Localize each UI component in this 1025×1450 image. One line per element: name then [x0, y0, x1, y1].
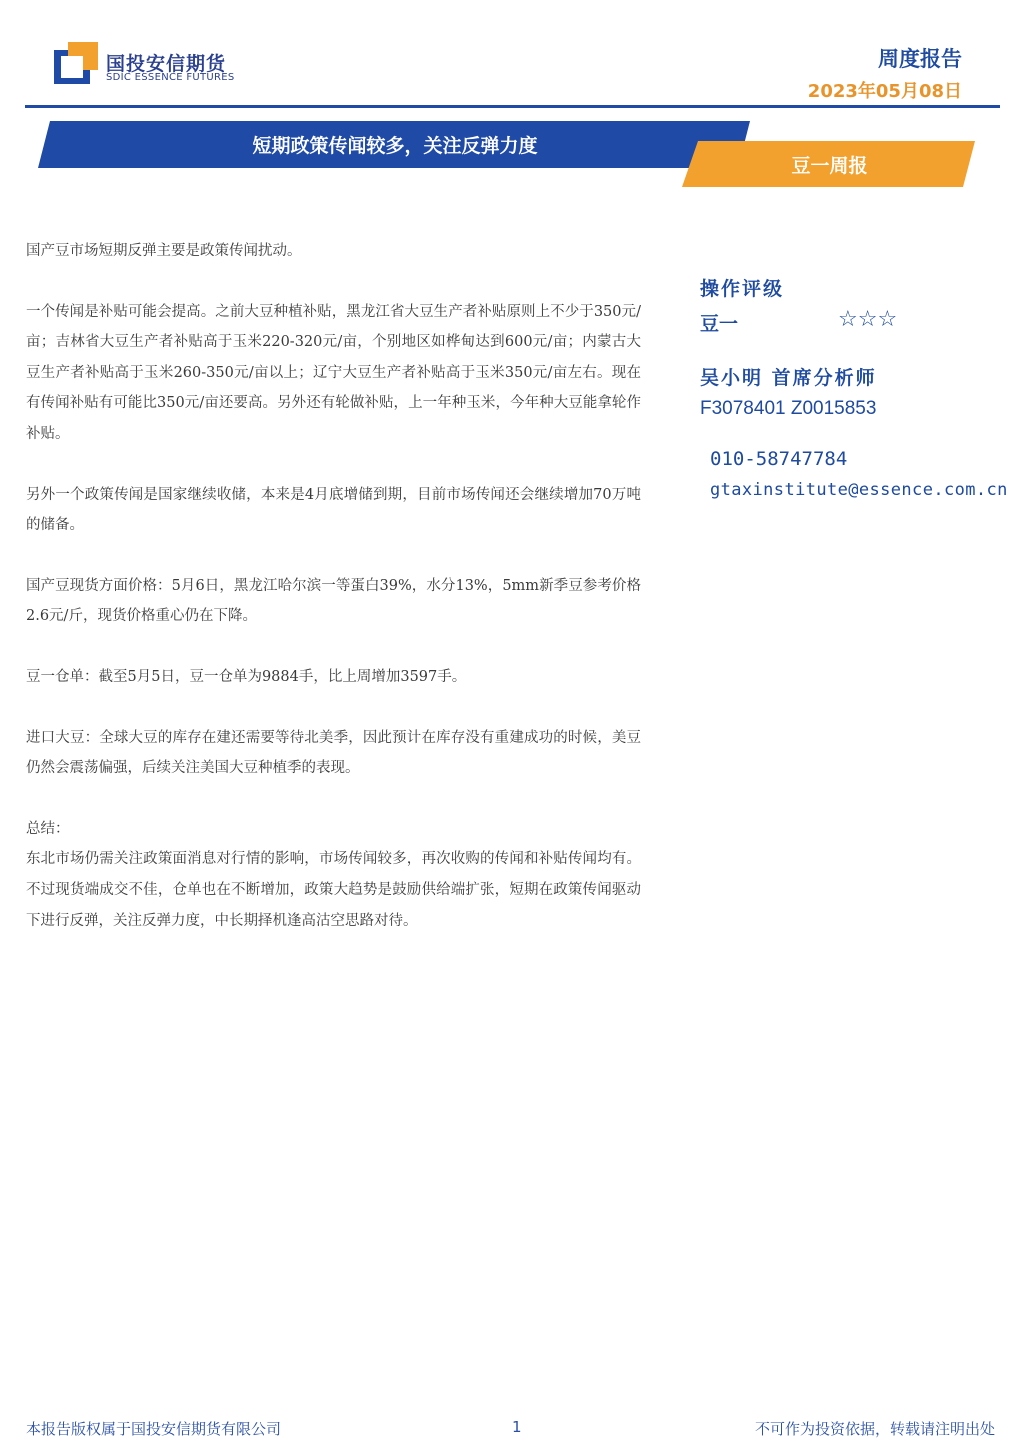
rating-heading: 操作评级 — [700, 278, 785, 300]
report-tag: 豆一周报 — [791, 155, 868, 177]
report-type: 周度报告 — [878, 47, 962, 71]
sidebar — [700, 274, 1020, 500]
report-title: 短期政策传闻较多，关注反弹力度 — [252, 135, 538, 157]
page-number: 1 — [512, 1418, 522, 1436]
summary-label: 总结： — [26, 820, 70, 837]
paragraph-warehouse-receipts: 豆一仓单：截至5月5日，豆一仓单为9884手，比上周增加3597手。 — [26, 668, 467, 685]
contact-phone: 010-58747784 — [710, 448, 848, 470]
rating-product: 豆一 — [700, 313, 739, 335]
paragraph-spot-price: 国产豆现货方面价格：5月6日，黑龙江哈尔滨一等蛋白39%，水分13%，5mm新季豆参考价格2.6元/斤，现货价格重心仍在下降。 — [26, 577, 641, 625]
header-divider — [25, 105, 1000, 108]
company-name-en: SDIC ESSENCE FUTURES — [106, 72, 235, 83]
footer-copyright: 本报告版权属于国投安信期货有限公司 — [26, 1420, 282, 1438]
analyst-name: 吴小明 首席分析师 — [700, 367, 877, 389]
paragraph-intro: 国产豆市场短期反弹主要是政策传闻扰动。 — [26, 243, 302, 259]
analyst-license-ids: F3078401 Z0015853 — [700, 398, 877, 419]
report-date: 2023年05月08日 — [807, 81, 962, 102]
company-name-cn: 国投安信期货 — [106, 53, 227, 75]
rating-stars-icon: ☆☆☆ — [838, 307, 898, 332]
rating-row — [700, 309, 1020, 343]
contact-email: gtaxinstitute@essence.com.cn — [710, 480, 1008, 500]
footer-disclaimer: 不可作为投资依据，转载请注明出处 — [754, 1420, 995, 1438]
paragraph-reserve: 另外一个政策传闻是国家继续收储，本来是4月底增储到期，目前市场传闻还会继续增加70万吨的储备。 — [26, 486, 641, 534]
paragraph-subsidy: 一个传闻是补贴可能会提高。之前大豆种植补贴，黑龙江省大豆生产者补贴原则上不少于350元/亩；吉林省大豆生产者补贴高于玉米220-320元/亩，个别地区如桦甸达到600元/亩；内蒙古大豆生产者补贴高于玉米260-350元/亩以上；辽宁大豆生产者补贴高于玉米350元/亩左右。现在有传闻补贴有可能比350元/亩还要高。另外还有轮做补贴，上一年种玉米，今年种大豆能拿轮作补贴。 — [26, 303, 641, 442]
company-logo-icon — [54, 42, 98, 84]
report-body — [26, 236, 641, 936]
summary-text: 东北市场仍需关注政策面消息对行情的影响，市场传闻较多，再次收购的传闻和补贴传闻均有。不过现货端成交不佳，仓单也在不断增加，政策大趋势是鼓励供给端扩张，短期在政策传闻驱动下进行反弹，关注反弹力度，中长期择机逢高沽空思路对待。 — [26, 851, 641, 929]
paragraph-imports: 进口大豆：全球大豆的库存在建还需要等待北美季，因此预计在库存没有重建成功的时候，美豆仍然会震荡偏强，后续关注美国大豆种植季的表现。 — [26, 729, 641, 777]
